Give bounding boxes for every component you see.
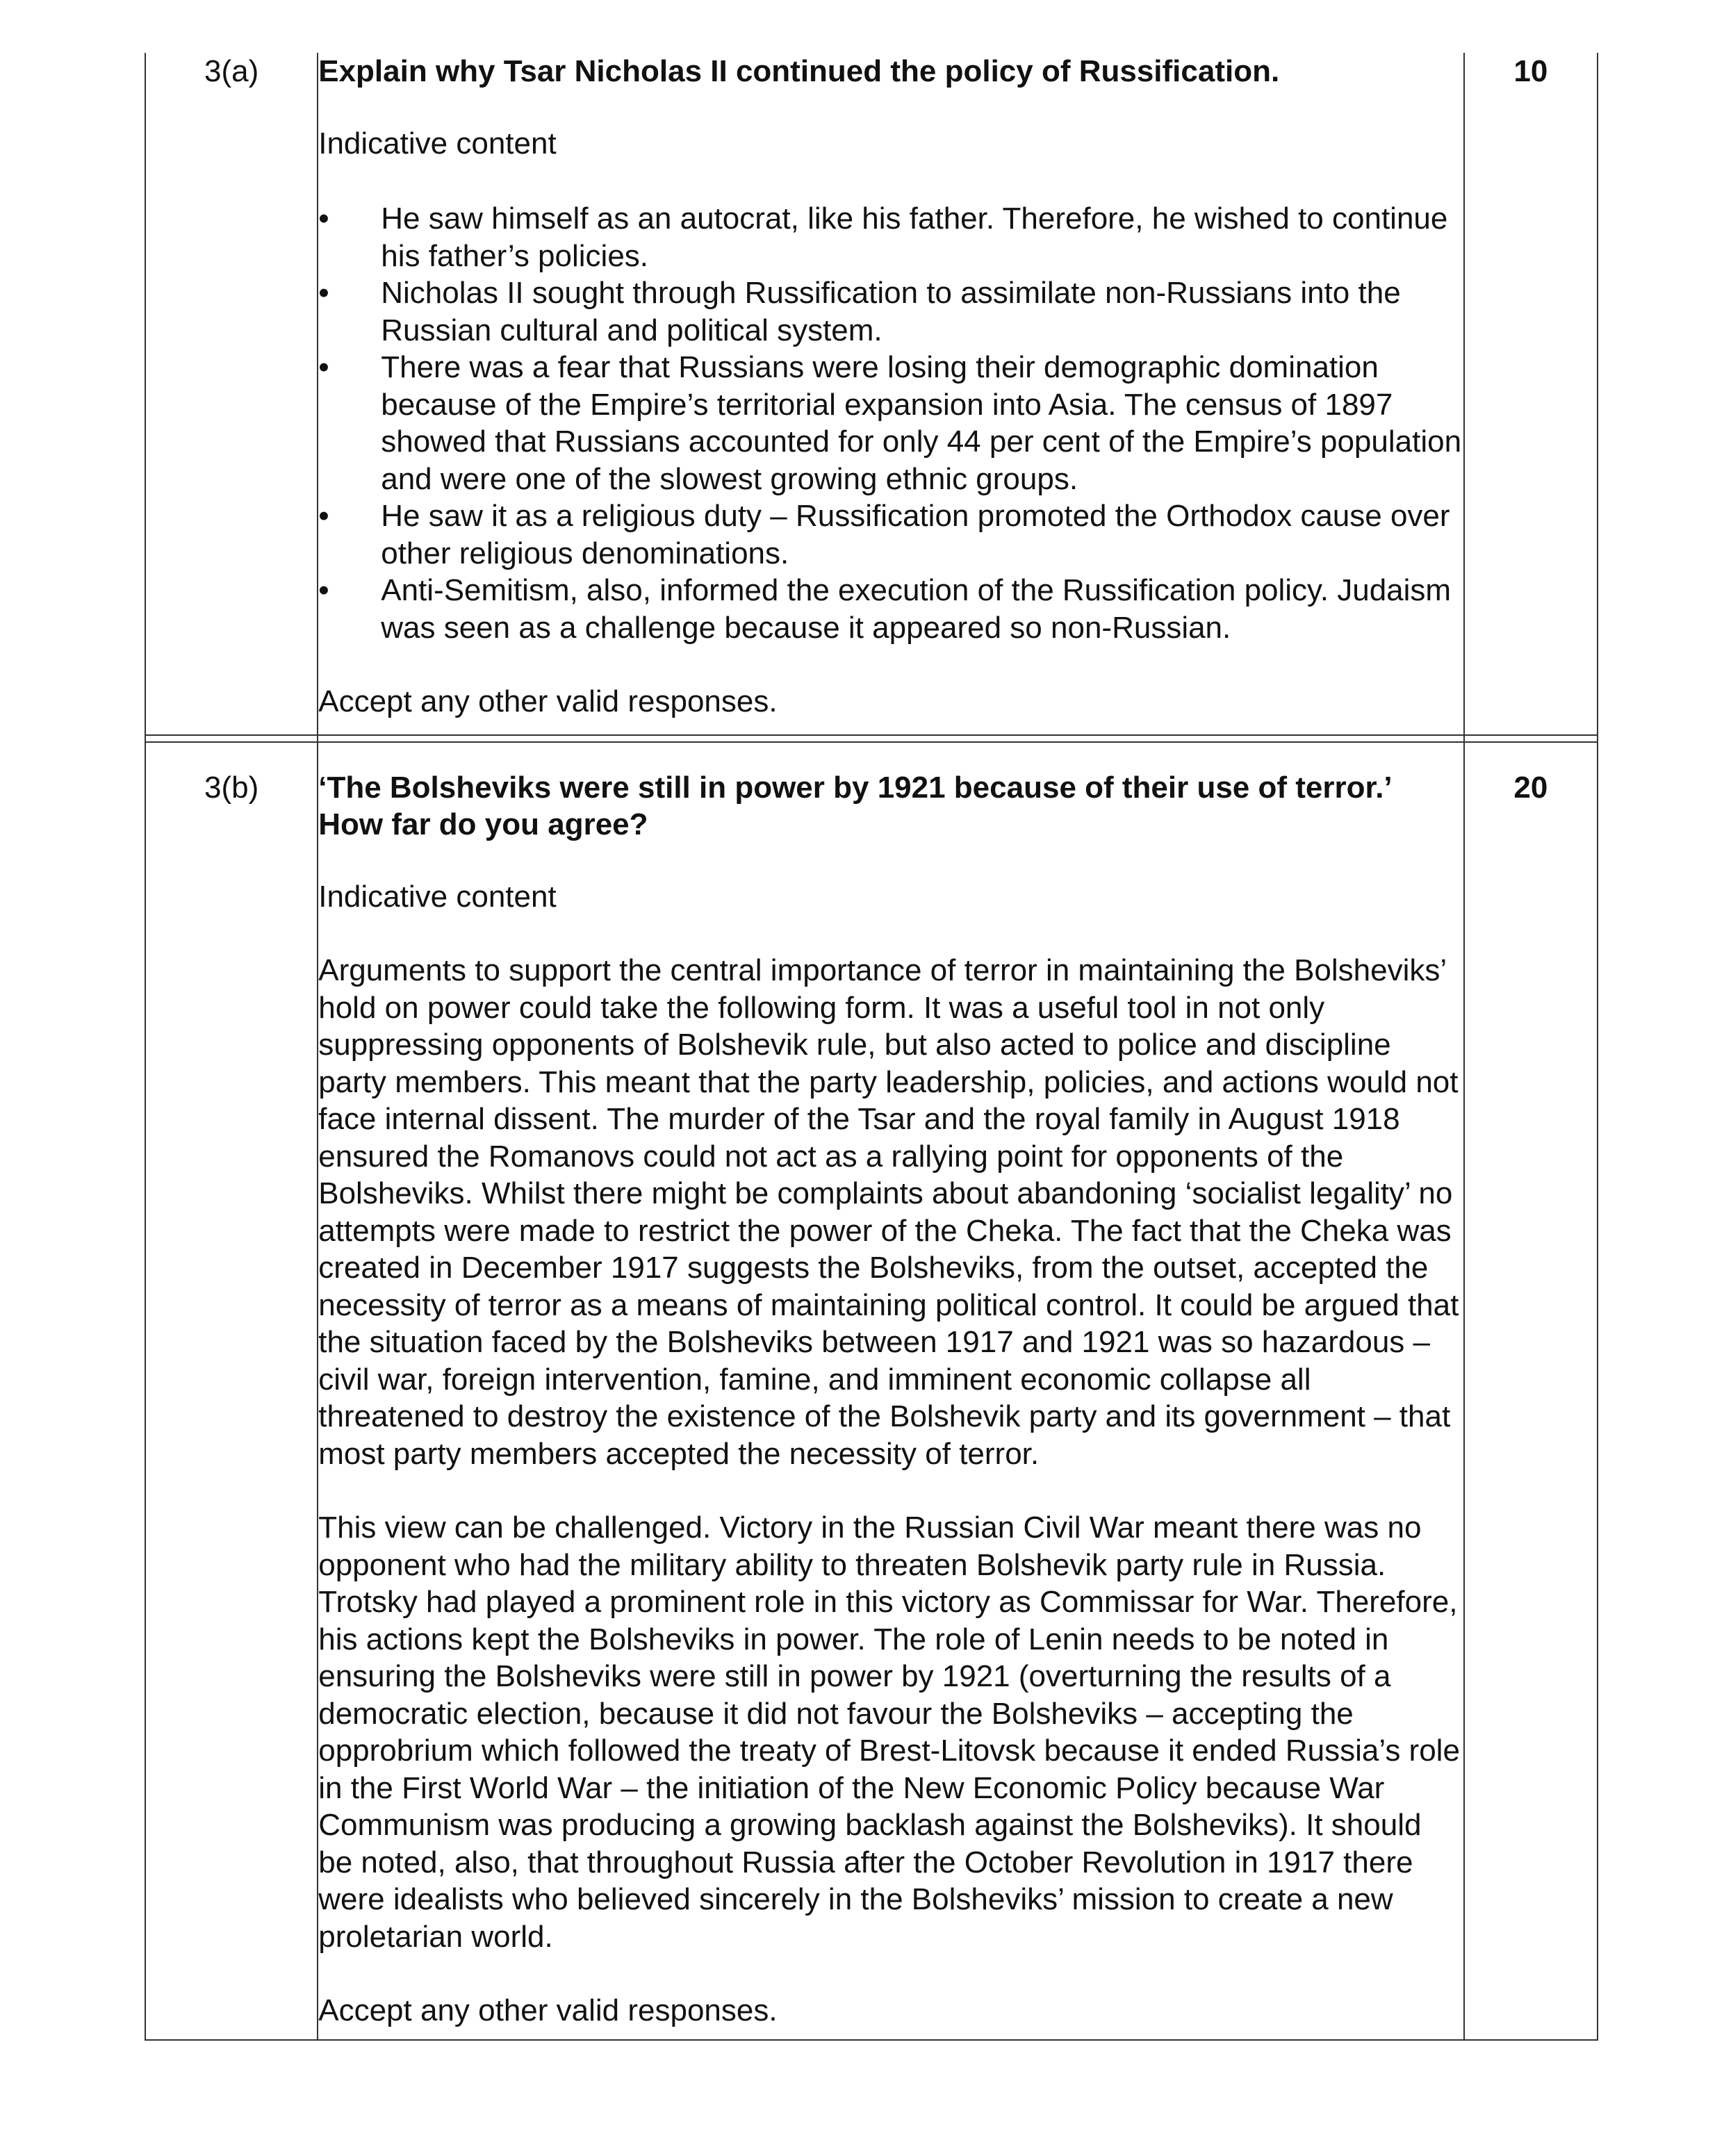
question-number: 3(a)	[145, 53, 318, 735]
marks-value: 10	[1464, 53, 1598, 735]
list-item-text: There was a fear that Russians were losing their demographic domination because of the Empire’s territorial expansion into Asia. The census of 1897 showed that Russians accounted for only 44 per cent of the Empire’s population and were one of the slowest growing ethnic groups.	[381, 350, 1462, 496]
indicative-content-label: Indicative content	[318, 879, 557, 914]
marks-value: 20	[1464, 742, 1598, 2040]
bullet-icon: •	[318, 201, 329, 236]
list-item	[318, 497, 1463, 572]
separator-cell	[145, 735, 318, 742]
separator-cell	[318, 735, 1464, 742]
mark-scheme-table	[145, 53, 1598, 2041]
question-row-3b	[145, 742, 1598, 2040]
question-content	[318, 742, 1464, 2040]
question-content	[318, 53, 1464, 735]
accept-note: Accept any other valid responses.	[318, 684, 778, 718]
bullet-list	[318, 200, 1463, 646]
row-separator	[145, 735, 1598, 742]
list-item	[318, 572, 1463, 646]
paragraph: This view can be challenged. Victory in the Russian Civil War meant there was no opponent who had the military ability to threaten Bolshevik party rule in Russia. Trotsky had played a prominent role in this victory as Commissar for War. Therefore, his actions kept the Bolsheviks in power. The role of Lenin needs to be noted in ensuring the Bolsheviks were still in power by 1921 (overturning the results of a democratic election, because it did not favour the Bolsheviks – accepting the opprobrium which followed the treaty of Brest-Litovsk because it ended Russia’s role in the First World War – the initiation of the New Economic Policy because War Communism was producing a growing backlash against the Bolsheviks). It should be noted, also, that throughout Russia after the October Revolution in 1917 there were idealists who believed sincerely in the Bolsheviks’ mission to create a new proletarian world.	[318, 1511, 1460, 1954]
indicative-content-label: Indicative content	[318, 126, 557, 161]
list-item	[318, 274, 1463, 349]
list-item-text: Nicholas II sought through Russification to assimilate non-Russians into the Russian cultural and political system.	[381, 276, 1401, 347]
bullet-icon: •	[318, 276, 329, 310]
question-text: Explain why Tsar Nicholas II continued the policy of Russification.	[318, 54, 1280, 88]
bullet-icon: •	[318, 499, 329, 533]
question-row-3a	[145, 53, 1598, 735]
accept-note: Accept any other valid responses.	[318, 1993, 778, 2027]
list-item-text: Anti-Semitism, also, informed the execution of the Russification policy. Judaism was seen as a challenge because it appeared so non-Russian.	[381, 573, 1452, 645]
bullet-icon: •	[318, 573, 329, 607]
bullet-icon: •	[318, 350, 329, 384]
paragraph: Arguments to support the central importance of terror in maintaining the Bolsheviks’ hold on power could take the following form. It was a useful tool in not only suppressing opponents of Bolshevik rule, but also acted to police and discipline party members. This meant that the party leadership, policies, and actions would not face internal dissent. The murder of the Tsar and the royal family in August 1918 ensured the Romanovs could not act as a rallying point for opponents of the Bolsheviks. Whilst there might be complaints about abandoning ‘socialist legality’ no attempts were made to restrict the power of the Cheka. The fact that the Cheka was created in December 1917 suggests the Bolsheviks, from the outset, accepted the necessity of terror as a means of maintaining political control. It could be argued that the situation faced by the Bolsheviks between 1917 and 1921 was so hazardous – civil war, foreign intervention, famine, and imminent economic collapse all threatened to destroy the existence of the Bolshevik party and its government – that most party members accepted the necessity of terror.	[318, 953, 1459, 1471]
question-text: ‘The Bolsheviks were still in power by 1921 because of their use of terror.’ How far do you agree?	[318, 770, 1391, 841]
list-item-text: He saw himself as an autocrat, like his father. Therefore, he wished to continue his father’s policies.	[381, 201, 1448, 273]
question-number: 3(b)	[145, 742, 318, 2040]
list-item	[318, 349, 1463, 497]
separator-cell	[1464, 735, 1598, 742]
list-item-text: He saw it as a religious duty – Russification promoted the Orthodox cause over other religious denominations.	[381, 499, 1450, 570]
list-item	[318, 200, 1463, 274]
